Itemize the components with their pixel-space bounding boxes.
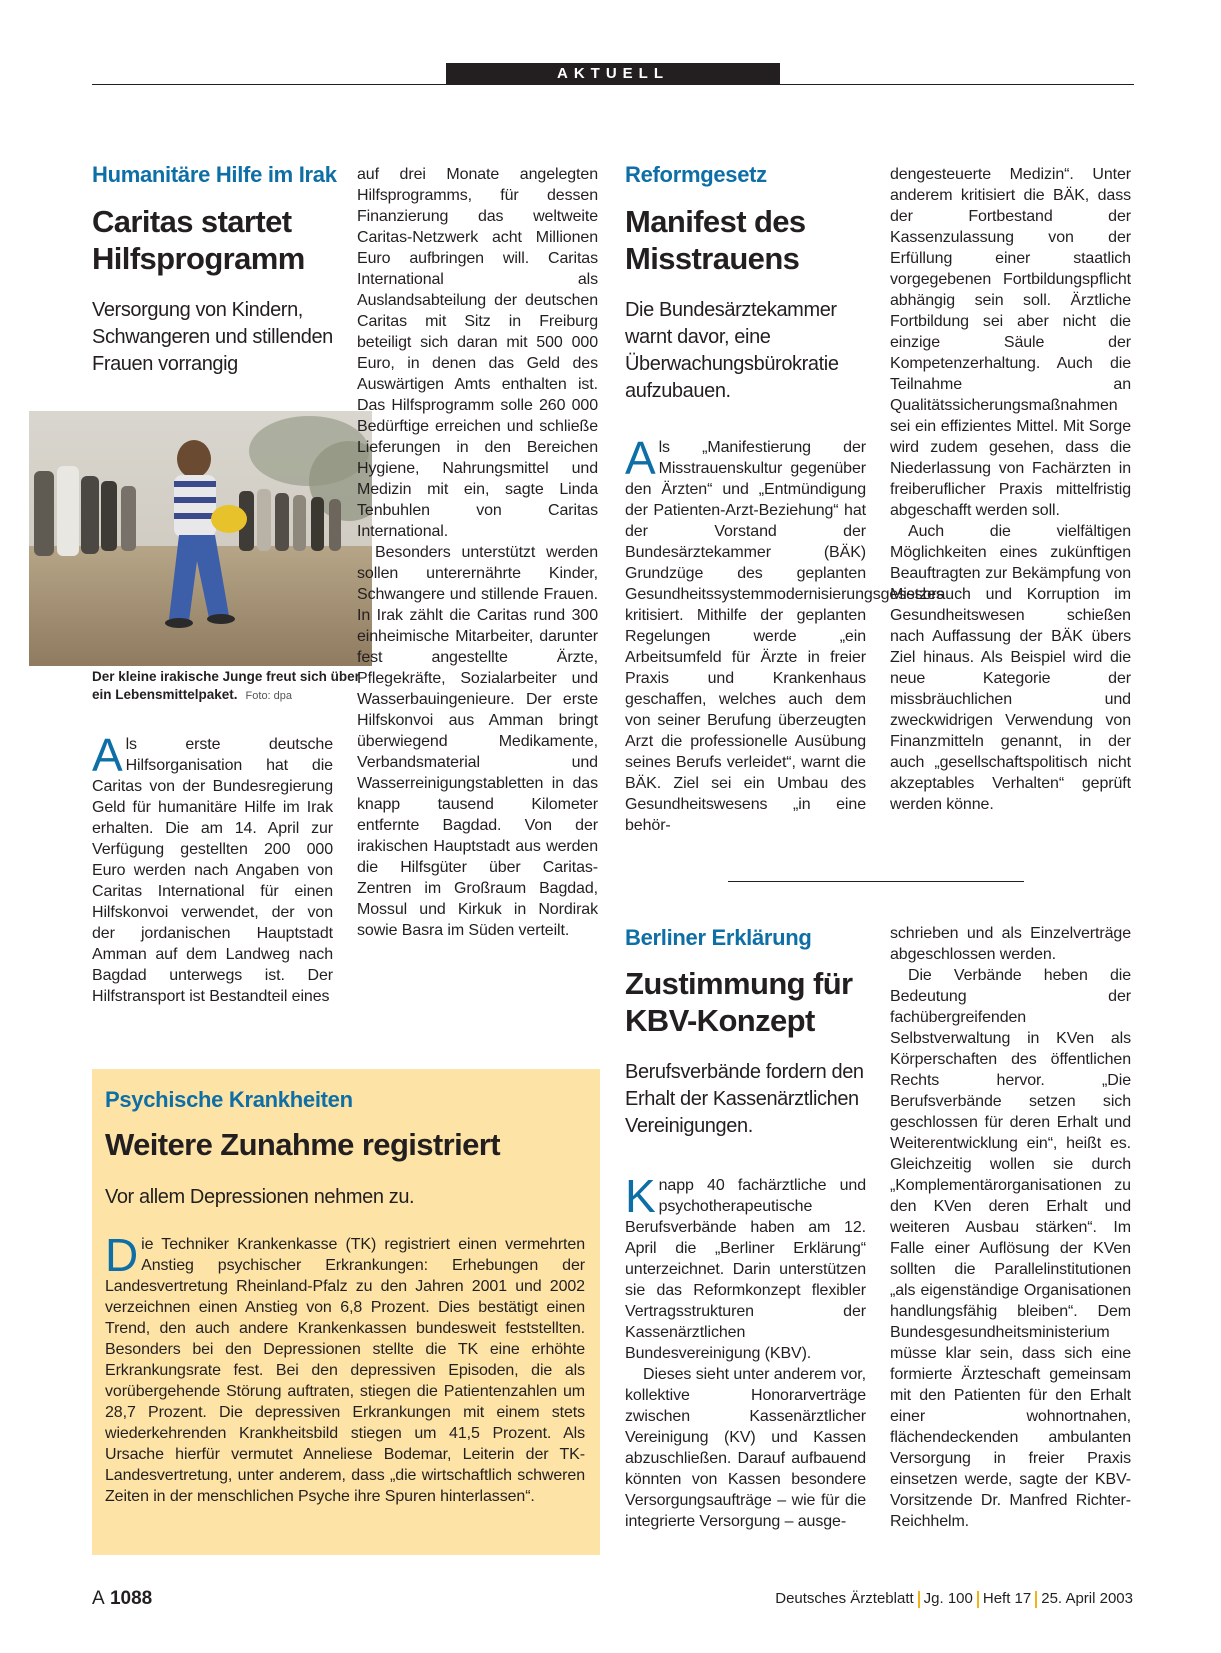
article2-subhead: Die Bundesärztekammer warnt davor, eine Überwachungsbürokratie aufzubauen. bbox=[625, 299, 839, 402]
article2-headline: Manifest des Misstrauens bbox=[625, 204, 806, 276]
article2-drop-cap: A bbox=[625, 432, 656, 484]
highlight-box bbox=[92, 1069, 600, 1555]
article1-col1-body bbox=[92, 729, 333, 1007]
article4-subhead: Vor allem Depressionen nehmen zu. bbox=[105, 1186, 415, 1208]
page-number bbox=[92, 1588, 152, 1610]
article1-col2-paragraph-1: auf drei Monate angelegten Hilfsprogramms, für dessen Finanzierung das weltweite Caritas-Netzwerk acht Millionen Euro aufbringen will. Caritas International als Auslandsabteilung der deutschen Caritas mit Sitz in Freiburg beteiligt sich daran mit 500 000 Euro, in denen das Geld des Auswärtigen Amts enthalten ist. Das Hilfsprogramm solle 260 000 Bedürftige erreichen und schließe Lieferungen in den Bereichen Hygiene, Nahrungsmittel und Medizin mit ein, sagte Linda Tenbuhlen von Caritas International. bbox=[357, 166, 598, 540]
article3-kicker: Berliner Erklärung bbox=[625, 925, 812, 950]
article3-headline: Zustimmung für KBV-Konzept bbox=[625, 966, 853, 1038]
article2-kicker: Reformgesetz bbox=[625, 162, 767, 187]
article4-headline: Weitere Zunahme registriert bbox=[105, 1127, 500, 1162]
separator bbox=[918, 1591, 920, 1608]
separator bbox=[977, 1591, 979, 1608]
journal-date: 25. April 2003 bbox=[1041, 1590, 1133, 1607]
separator bbox=[1035, 1591, 1037, 1608]
boy-with-food-package-photo bbox=[29, 411, 372, 666]
article3-col1-body bbox=[625, 1170, 866, 1532]
article3-col2-paragraph-1: schrieben und als Einzelverträge abgeschlossen werden. bbox=[890, 925, 1131, 963]
article2-col2-paragraph-2: Auch die vielfältigen Möglichkeiten eines zukünftigen Beauftragten zur Bekämpfung von Missbrauch und Korruption im Gesundheitswesen schießen nach Auffassung der BÄK übers Ziel hinaus. Als Beispiel wird die neue Kategorie der missbräuchlichen und zweckwidrigen Verwendung von Finanzmitteln genannt, in der auch „gesellschaftspolitisch nicht akzeptables Verhalten“ geprüft werden könne. bbox=[890, 523, 1131, 813]
journal-issue: Heft 17 bbox=[982, 1590, 1032, 1607]
article4-body bbox=[105, 1229, 585, 1507]
article1-subhead: Versorgung von Kindern, Schwangeren und stillenden Frauen vorrangig bbox=[92, 299, 333, 375]
article1-kicker: Humanitäre Hilfe im Irak bbox=[92, 162, 337, 187]
article3-drop-cap: K bbox=[625, 1170, 656, 1222]
article1-drop-cap: A bbox=[92, 729, 123, 781]
article2-col1-body bbox=[625, 432, 944, 836]
journal-name: Deutsches Ärzteblatt bbox=[775, 1590, 914, 1607]
article4-text: ie Techniker Krankenkasse (TK) registriert einen vermehrten Anstieg psychischer Erkrankungen: Erhebungen der Landesvertretung Rheinland-Pfalz zu den Jahren 2001 und 2002 verzeichnen einen Anstieg von 6,8 Prozent. Dies bestätigt einen Trend, den auch andere Krankenkassen bundesweit feststellten. Besonders bei den Depressionen stellte die TK eine erhöhte Erkrankungsrate fest. Bei den depressiven Episoden, die als vorübergehende Störung auftraten, stiegen die Patientenzahlen um 28,7 Prozent. Die depressiven Erkrankungen mit einem stets wiederkehrenden Krankheitsbild stiegen um 41,5 Prozent. Als Ursache hierfür vermutet Anneliese Bodemar, Leiterin der TK-Landesvertretung, unter anderem, dass „die wirtschaftlich schweren Zeiten in der menschlichen Psyche ihre Spuren hinterlassen“. bbox=[105, 1236, 585, 1505]
article3-col1-paragraph-2: Dieses sieht unter anderem vor, kollektive Honorarverträge zwischen Kassenärztlicher Vereinigung (KV) und Kassen abzuschließen. Darauf aufbauend könnten von Kassen besondere Versorgungsaufträge – wie für die integrierte Versorgung – ausge- bbox=[625, 1366, 866, 1530]
article3-col2-body bbox=[890, 923, 1131, 1532]
article1-headline: Caritas startet Hilfsprogramm bbox=[92, 204, 305, 276]
section-label: AKTUELL bbox=[446, 63, 780, 85]
photo-caption-text: Der kleine irakische Junge freut sich über ein Lebensmittelpaket. bbox=[92, 669, 360, 702]
article1-col1-text: ls erste deutsche Hilfsorganisation hat die Caritas von der Bundesregierung Geld für humanitäre Hilfe im Irak erhalten. Die am 14. April zur Verfügung gestellten 200 000 Euro werden nach Angaben von Caritas International für einen Hilfskonvoi verwendet, der von der jordanischen Hauptstadt Amman auf dem Landweg nach Bagdad unterwegs ist. Der Hilfstransport ist Bestandteil eines bbox=[92, 736, 333, 1005]
page-number-value: 1088 bbox=[109, 1588, 153, 1609]
article4-kicker: Psychische Krankheiten bbox=[105, 1087, 353, 1112]
article1-col2-paragraph-2: Besonders unterstützt werden sollen unterernährte Kinder, Schwangere und stillende Frauen. In Irak zählt die Caritas rund 300 einheimische Mitarbeiter, darunter fest angestellte Ärzte, Pflegekräfte, Sozialarbeiter und Wasserbauingenieure. Der erste Hilfskonvoi aus Amman bringt überwiegend Medikamente, Verbandsmaterial und Wasserreinigungstabletten in das knapp tausend Kilometer entfernte Bagdad. Von der irakischen Hauptstadt aus werden die Hilfsgüter über Caritas-Zentren im Großraum Bagdad, Mossul und Kirkuk in Nordirak sowie Basra im Süden verteilt. bbox=[357, 544, 598, 939]
page-prefix: A bbox=[92, 1588, 105, 1609]
article3-col1-paragraph-1: napp 40 fachärztliche und psychotherapeutische Berufsverbände haben am 12. April die „Berliner Erklärung“ unterzeichnet. Darin unterstützen sie das Reformkonzept flexibler Vertragsstrukturen der Kassenärztlichen Bundesvereinigung (KBV). bbox=[625, 1177, 866, 1362]
article2-col2-body bbox=[890, 164, 1131, 815]
article3-col2-paragraph-2: Die Verbände heben die Bedeutung der fachübergreifenden Selbstverwaltung in KVen als Körperschaften des öffentlichen Rechts hervor. „Die Berufsverbände setzen sich geschlossen für deren Erhalt und Weiterentwicklung ein“, heißt es. Gleichzeitig wollen sie durch „Komplementärorganisationen zu den KVen deren Erhalt und weiteren Ausbau stärken“. Im Falle einer Auflösung der KVen sollten die Parallelinstitutionen „als eigenständige Organisationen handlungsfähig bleiben“. Dem Bundesgesundheitsministerium müsse klar sein, dass sich eine formierte Ärzteschaft gemeinsam mit den Patienten für den Erhalt einer wohnortnahen, flächendeckenden ambulanten Versorgung in freier Praxis einsetzen werde, sagte der KBV-Vorsitzende Dr. Manfred Richter-Reichhelm. bbox=[890, 967, 1131, 1530]
article2-col1-text: ls „Manifestierung der Misstrauenskultur gegenüber den Ärzten“ und „Entmündigung der Patienten-Arzt-Beziehung“ hat der Vorstand der Bundesärztekammer (BÄK) Grundzüge des geplanten Gesundheitssystemmodernisierungsgesetzes kritisiert. Mithilfe der geplanten Regelungen werde „ein Arbeitsumfeld für Ärzte in freier Praxis und Krankenhaus geschaffen, welches auch dem von seiner Berufung überzeugten Arzt die professionelle Ausübung seines Berufs verleidet“, warnt die BÄK. Ziel sei ein Umbau des Gesundheitswesens „in eine behör- bbox=[625, 439, 944, 834]
news-photo bbox=[29, 411, 372, 666]
article2-col2-paragraph-1: dengesteuerte Medizin“. Unter anderem kritisiert die BÄK, dass der Fortbestand der Kassenzulassung von der Erfüllung einer staatlich vorgegebenen Fortbildungspflicht abhängig sein soll. Ärztliche Fortbildung sei aber nicht die einzige Säule der Kompetenzerhaltung. Auch die Teilnahme an Qualitätssicherungsmaßnahmen sei ein effizientes Mittel. Mit Sorge wird zudem gesehen, dass die Niederlassung von Fachärzten in freiberuflicher Praxis mittelfristig abgeschafft werden soll. bbox=[890, 166, 1131, 519]
photo-caption bbox=[92, 668, 374, 705]
journal-volume: Jg. 100 bbox=[923, 1590, 973, 1607]
journal-info bbox=[775, 1590, 1133, 1608]
article4-drop-cap: D bbox=[105, 1229, 139, 1281]
article1-col2-body bbox=[357, 164, 598, 941]
photo-credit: Foto: dpa bbox=[245, 690, 293, 702]
article-divider bbox=[728, 881, 1024, 882]
article3-subhead: Berufsverbände fordern den Erhalt der Kassenärztlichen Vereinigungen. bbox=[625, 1061, 864, 1137]
